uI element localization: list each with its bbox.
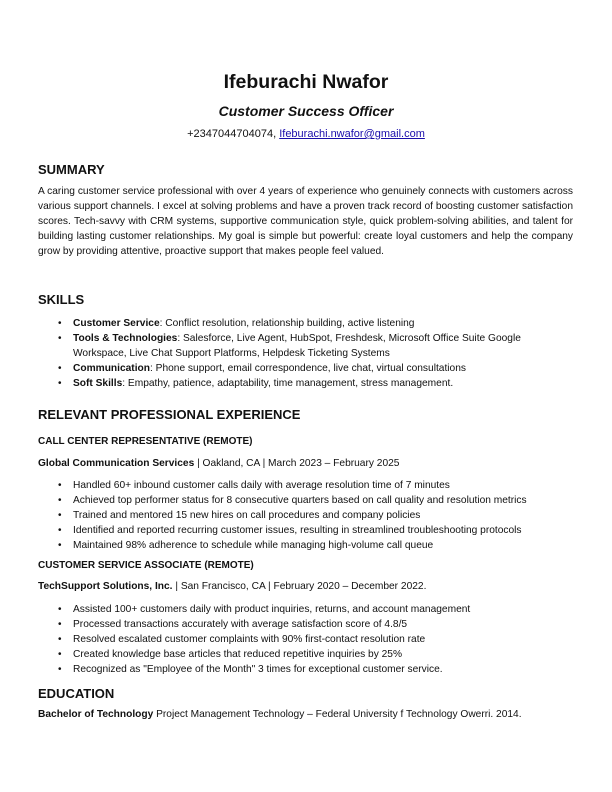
skill-text: : Conflict resolution, relationship building, active listening bbox=[159, 318, 415, 329]
list-item: • Created knowledge base articles that reduced repetitive inquiries by 25% bbox=[55, 647, 575, 662]
skill-label: Tools & Technologies bbox=[73, 333, 178, 344]
candidate-name: Ifeburachi Nwafor bbox=[223, 71, 389, 93]
skills-heading: SKILLS bbox=[38, 292, 85, 307]
skills-list bbox=[55, 316, 575, 391]
degree-name: Bachelor of Technology bbox=[38, 709, 154, 720]
summary-text: A caring customer service professional with over 4 years of experience who genuinely connects with customers across various support channels. I excel at solving problems and have a proven track record of boosting customer satisfaction scores. Tech-savvy with CRM systems, supportive communication style, quick problem-solving abilities, and talent for building lasting customer relationships. My goal is simple but powerful: create loyal customers and help the company grow by providing attentive, proactive support that makes people feel valued. bbox=[38, 186, 573, 258]
job-company-line bbox=[38, 458, 399, 469]
skill-label: Communication bbox=[73, 363, 150, 374]
education-line bbox=[38, 709, 522, 720]
list-item: • Assisted 100+ customers daily with product inquiries, returns, and account management bbox=[55, 602, 575, 617]
list-item: • Trained and mentored 15 new hires on call procedures and company policies bbox=[55, 508, 575, 523]
contact-line bbox=[0, 128, 612, 140]
list-item bbox=[55, 376, 575, 391]
job-title: CALL CENTER REPRESENTATIVE (REMOTE) bbox=[38, 436, 253, 447]
job-company-line bbox=[38, 581, 426, 592]
job-title: CUSTOMER SERVICE ASSOCIATE (REMOTE) bbox=[38, 560, 254, 571]
list-item: • Recognized as "Employee of the Month" 3 times for exceptional customer service. bbox=[55, 662, 575, 677]
email-link[interactable]: Ifeburachi.nwafor@gmail.com bbox=[279, 128, 425, 140]
list-item: • Identified and reported recurring customer issues, resulting in streamlined troubleshooting protocols bbox=[55, 523, 575, 538]
candidate-role: Customer Success Officer bbox=[218, 103, 394, 119]
company-name: Global Communication Services bbox=[38, 458, 195, 469]
job-bullets bbox=[55, 478, 575, 553]
education-heading: EDUCATION bbox=[38, 686, 115, 701]
list-item: • Resolved escalated customer complaints with 90% first-contact resolution rate bbox=[55, 632, 575, 647]
list-item bbox=[55, 316, 575, 331]
list-item: • Maintained 98% adherence to schedule while managing high-volume call queue bbox=[55, 538, 575, 553]
list-item: • Achieved top performer status for 8 consecutive quarters based on call quality and resolution metrics bbox=[55, 493, 575, 508]
summary-heading: SUMMARY bbox=[38, 162, 105, 177]
job-details: | San Francisco, CA | February 2020 – December 2022. bbox=[172, 581, 427, 592]
company-name: TechSupport Solutions, Inc. bbox=[38, 581, 173, 592]
list-item: • Handled 60+ inbound customer calls daily with average resolution time of 7 minutes bbox=[55, 478, 575, 493]
skill-text: : Phone support, email correspondence, live chat, virtual consultations bbox=[149, 363, 466, 374]
skill-label: Customer Service bbox=[73, 318, 160, 329]
education-details: Project Management Technology – Federal University f Technology Owerri. 2014. bbox=[153, 709, 522, 720]
job-details: | Oakland, CA | March 2023 – February 2025 bbox=[194, 458, 400, 469]
experience-heading: RELEVANT PROFESSIONAL EXPERIENCE bbox=[38, 407, 301, 422]
skill-label: Soft Skills bbox=[73, 378, 123, 389]
job-bullets bbox=[55, 602, 575, 677]
list-item: • Processed transactions accurately with average satisfaction score of 4.8/5 bbox=[55, 617, 575, 632]
skill-text: : Salesforce, Live Agent, HubSpot, Freshdesk, Microsoft Office Suite Google Workspace, Live Chat Support Platforms, Helpdesk Ticketing Systems bbox=[73, 333, 521, 359]
list-item bbox=[55, 331, 575, 361]
phone-number: +2347044704074, bbox=[187, 128, 277, 140]
list-item bbox=[55, 361, 575, 376]
skill-text: : Empathy, patience, adaptability, time management, stress management. bbox=[122, 378, 454, 389]
